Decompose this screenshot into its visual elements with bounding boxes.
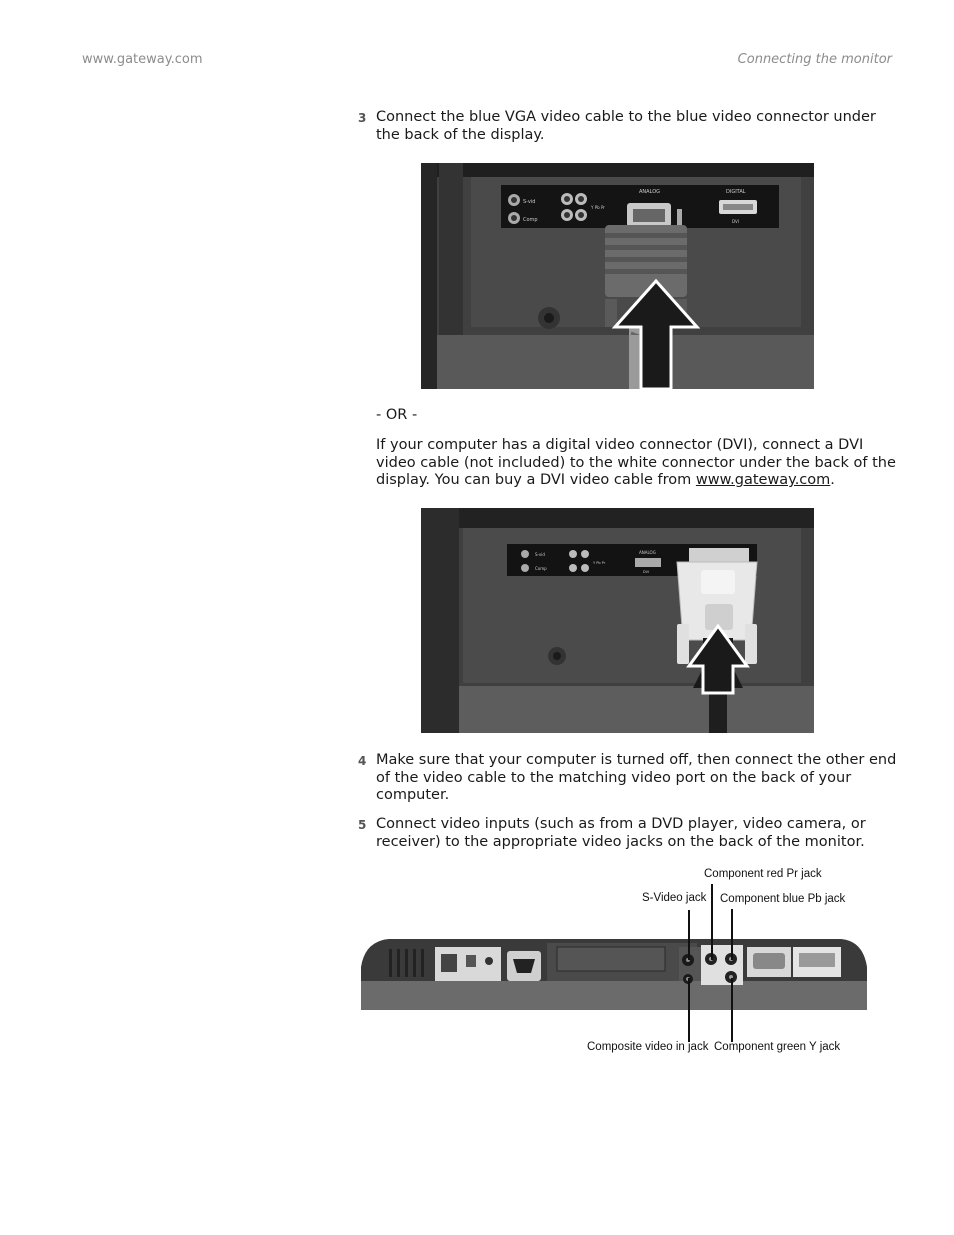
analog-label-2: ANALOG [639, 550, 656, 555]
leader-component-blue [731, 909, 733, 960]
leader-component-red [711, 884, 713, 960]
svideo-port-label-2: S-vid [535, 552, 545, 557]
dvi-label-2: DVI [643, 570, 650, 574]
header-site: www.gateway.com [82, 52, 203, 67]
dvi-label: DVI [732, 219, 739, 224]
dvi-instructions [376, 437, 903, 490]
step-number: 5 [358, 818, 367, 832]
leader-component-green [731, 978, 733, 1042]
callout-component-red: Component red Pr jack [704, 868, 822, 880]
step-text: Make sure that your computer is turned off, then connect the other end of the video cable to the matching video port on the back of your computer. [376, 752, 897, 803]
step-3 [358, 109, 903, 144]
ypbpr-label: Y Pb Pr [591, 205, 605, 210]
dvi-connection-photo [421, 508, 814, 733]
callout-component-blue: Component blue Pb jack [720, 893, 846, 905]
analog-label: ANALOG [639, 189, 660, 195]
step-number: 3 [358, 111, 367, 125]
header-section-title: Connecting the monitor [737, 52, 892, 67]
step-text: Connect the blue VGA video cable to the blue video connector under the back of the display. [376, 109, 876, 143]
callout-composite: Composite video in jack [587, 1041, 709, 1053]
gateway-link[interactable]: www.gateway.com [695, 472, 831, 488]
vga-connection-photo [421, 163, 814, 389]
leader-svideo [688, 910, 690, 960]
dvi-text: If your computer has a digital video connector (DVI), connect a DVI video cable (not included) to the white connector under the back of the display. You can buy a DVI video cable from [376, 437, 896, 488]
step-5 [358, 816, 903, 851]
leader-composite [688, 978, 690, 1042]
dvi-text-end: . [830, 472, 835, 488]
comp-port-label: Comp [523, 217, 538, 223]
or-separator: - OR - [376, 407, 418, 423]
callout-component-green: Component green Y jack [714, 1041, 841, 1053]
digital-label: DIGITAL [726, 189, 746, 195]
ypbpr-label-2: Y Pb Pr [593, 561, 606, 565]
comp-port-label-2: Comp [535, 566, 547, 571]
monitor-back-panel-diagram [361, 937, 867, 1012]
callout-svideo: S-Video jack [642, 892, 707, 904]
step-number: 4 [358, 754, 367, 768]
svideo-port-label: S-vid [523, 199, 536, 205]
step-text: Connect video inputs (such as from a DVD player, video camera, or receiver) to the appropriate video jacks on the back of the monitor. [376, 816, 866, 850]
step-4 [358, 752, 903, 805]
